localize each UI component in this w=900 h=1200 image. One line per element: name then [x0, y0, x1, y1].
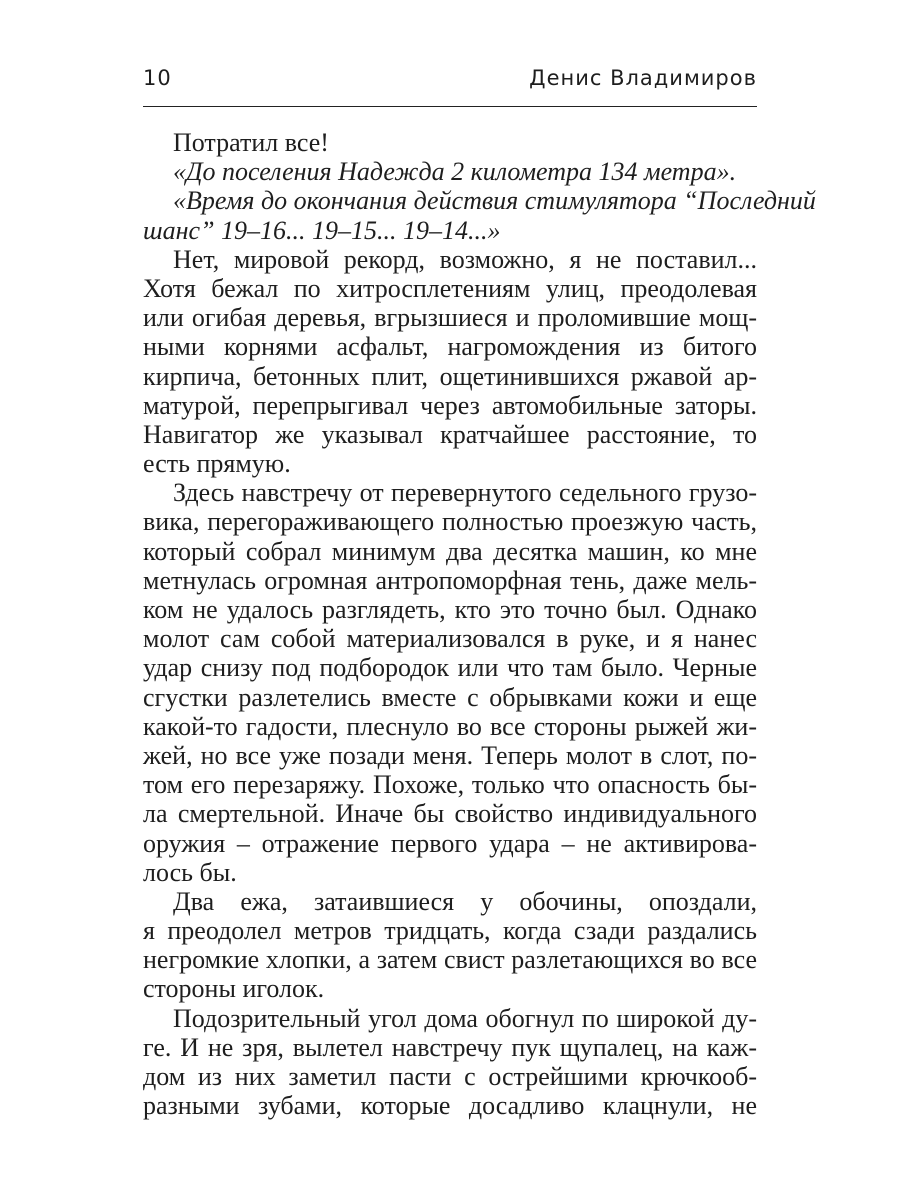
text-line: ла смертельной. Иначе бы свойство индивидуального — [143, 799, 757, 829]
text-line: негромкие хлопки, а затем свист разлетающихся во все — [143, 945, 757, 975]
text-line: я преодолел метров тридцать, когда сзади раздались — [143, 916, 757, 946]
text-line: «Время до окончания действия стимулятора “Последний — [173, 186, 816, 216]
text-line: жей, но все уже позади меня. Теперь молот в слот, по- — [143, 740, 757, 770]
text-line: Хотя бежал по хитросплетениям улиц, преодолевая — [143, 273, 757, 303]
text-line: удар снизу под подбородок или что там было. Черные — [143, 653, 757, 683]
text-line: матурой, перепрыгивал через автомобильные заторы. — [143, 390, 757, 420]
text-line: есть прямую. — [143, 449, 291, 479]
text-line: разными зубами, которые досадливо клацнули, не — [143, 1091, 757, 1121]
text-line: Два ежа, затаившиеся у обочины, опоздали, — [173, 886, 757, 916]
text-line: том его перезаряжу. Похоже, только что опасность бы- — [143, 770, 757, 800]
text-line: шанс” 19–16... 19–15... 19–14...» — [143, 215, 501, 245]
text-line: Подозрительный угол дома обогнул по широкой ду- — [173, 1003, 757, 1033]
page-number: 10 — [143, 66, 172, 90]
text-line: Потратил все! — [173, 128, 329, 157]
author-name: Денис Владимиров — [529, 66, 757, 90]
text-line: ком не удалось разглядеть, кто это точно был. Однако — [143, 595, 757, 624]
text-line: сгустки разлетелись вместе с обрывками кожи и еще — [143, 682, 757, 712]
text-line: Здесь навстречу от перевернутого седельного грузо- — [173, 478, 757, 508]
text-line: кирпича, бетонных плит, ощетинившихся ржавой ар- — [143, 361, 757, 391]
text-line: Навигатор же указывал кратчайшее расстояние, то — [143, 419, 757, 449]
text-line: стороны иголок. — [143, 974, 325, 1004]
header-divider — [143, 106, 757, 107]
text-line: вика, перегораживающего полностью проезжую часть, — [143, 507, 757, 537]
text-line: дом из них заметил пасти с острейшими крючкооб- — [143, 1062, 757, 1091]
text-line: «До поселения Надежда 2 километра 134 метра». — [173, 157, 737, 187]
text-line: Нет, мировой рекорд, возможно, я не поставил... — [173, 244, 757, 274]
text-line: лось бы. — [143, 857, 237, 887]
text-line: ными корнями асфальт, нагромождения из битого — [143, 332, 757, 362]
body-text — [143, 128, 816, 1121]
text-line: какой-то гадости, плеснуло во все стороны рыжей жи- — [143, 711, 757, 741]
text-line: молот сам собой материализовался в руке, и я нанес — [143, 624, 757, 654]
text-line: который собрал минимум два десятка машин, ко мне — [143, 536, 757, 566]
text-line: метнулась огромная антропоморфная тень, даже мель- — [143, 565, 757, 595]
text-line: или огибая деревья, вгрызшиеся и проломившие мощ- — [143, 303, 757, 333]
text-line: ге. И не зря, вылетел навстречу пук щупалец, на каж- — [143, 1032, 757, 1062]
text-line: оружия – отражение первого удара – не активирова- — [143, 828, 757, 858]
running-head — [143, 66, 757, 100]
